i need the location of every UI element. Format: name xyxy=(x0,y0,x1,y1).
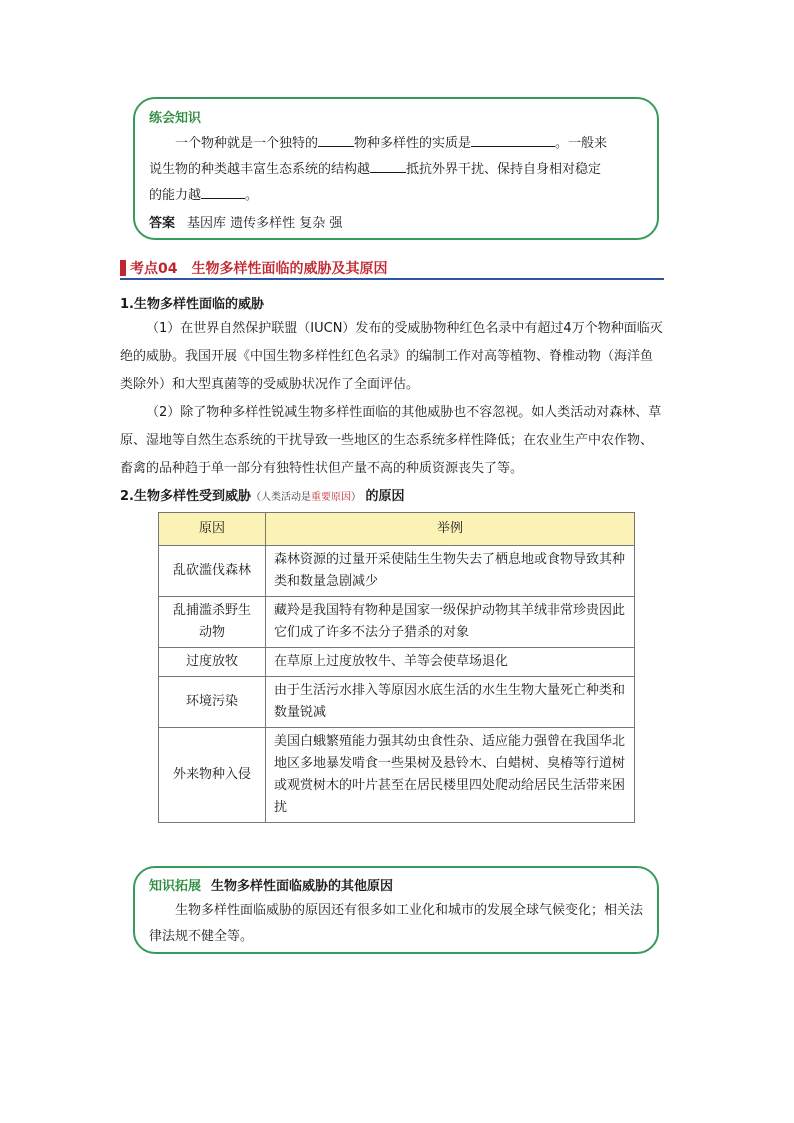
answer-blank xyxy=(201,184,245,199)
section-marker xyxy=(120,260,126,276)
example-cell: 美国白蛾繁殖能力强其幼虫食性杂、适应能力强曾在我国华北地区多地暴发啃食一些果树及悬铃木、白蜡树、臭椿等行道树或观赏树木的叶片甚至在居民楼里四处爬动给居民生活带来困扰 xyxy=(266,728,635,823)
threats-paragraph-1: （1）在世界自然保护联盟（IUCN）发布的受威胁物种红色名录中有超过4万个物种面临灭绝的威胁。我国开展《中国生物多样性红色名录》的编制工作对高等植物、脊椎动物（海洋鱼类除外）和大型真菌等的受威胁状况作了全面评估。 xyxy=(120,321,663,392)
cause-cell: 乱砍滥伐森林 xyxy=(159,546,266,597)
practice-text: 。 xyxy=(245,188,259,203)
section-title xyxy=(130,258,387,278)
extension-text: 生物多样性面临威胁的原因还有很多如工业化和城市的发展全球气候变化；相关法律法规不健全等。 xyxy=(149,903,644,944)
cause-cell: 外来物种入侵 xyxy=(159,728,266,823)
answer-blank xyxy=(318,132,354,147)
extension-subtitle: 生物多样性面临威胁的其他原因 xyxy=(211,879,394,894)
practice-title: 练会知识 xyxy=(149,111,202,126)
causes-note xyxy=(251,492,361,503)
threats-paragraph-2: （2）除了物种多样性锐减生物多样性面临的其他威胁也不容忽视。如人类活动对森林、草原、湿地等自然生态系统的干扰导致一些地区的生态系统多样性降低；在农业生产中农作物、畜禽的品种趋于单一部分有独特性状但产量不高的种质资源丧失了等。 xyxy=(120,405,662,476)
practice-text: 的能力越 xyxy=(149,188,202,203)
threats-heading: 1.生物多样性面临的威胁 xyxy=(120,297,264,312)
answer-blank xyxy=(471,132,555,147)
extension-label: 知识拓展 xyxy=(149,879,202,894)
answer-line xyxy=(149,212,342,231)
column-header-cause: 原因 xyxy=(159,513,266,546)
cause-cell: 环境污染 xyxy=(159,677,266,728)
practice-text: 抵抗外界干扰、保持自身相对稳定 xyxy=(406,162,602,177)
practice-text: 说生物的种类越丰富生态系统的结构越 xyxy=(149,162,371,177)
answer-label: 答案 xyxy=(149,216,176,231)
table-header-row xyxy=(159,513,635,546)
causes-note-text: ） xyxy=(350,492,361,503)
table-row xyxy=(159,546,635,597)
practice-text: 物种多样性的实质是 xyxy=(354,136,472,151)
practice-box xyxy=(133,97,659,240)
extension-title xyxy=(149,875,393,894)
practice-text: 一个物种就是一个独特的 xyxy=(175,136,319,151)
causes-note-emphasis: 重要原因 xyxy=(310,492,351,503)
table-row xyxy=(159,597,635,648)
section-heading xyxy=(120,258,664,280)
causes-table xyxy=(158,512,635,823)
causes-heading-text: 2.生物多样性受到威胁 xyxy=(120,489,251,504)
table-row xyxy=(159,677,635,728)
answer-blank xyxy=(370,158,406,173)
cause-cell: 过度放牧 xyxy=(159,648,266,677)
column-header-example: 举例 xyxy=(266,513,635,546)
cause-cell: 乱捕滥杀野生动物 xyxy=(159,597,266,648)
table-row xyxy=(159,648,635,677)
causes-heading xyxy=(120,485,405,504)
practice-text: 。一般来 xyxy=(555,136,608,151)
causes-note-text: （人类活动是 xyxy=(250,492,311,503)
example-cell: 在草原上过度放牧牛、羊等会使草场退化 xyxy=(266,648,635,677)
table-row xyxy=(159,728,635,823)
practice-question xyxy=(149,132,645,156)
example-cell: 由于生活污水排入等原因水底生活的水生生物大量死亡种类和数量锐减 xyxy=(266,677,635,728)
causes-heading-suffix: 的原因 xyxy=(360,489,405,504)
extension-box xyxy=(133,866,659,954)
section-title-text: 生物多样性面临的威胁及其原因 xyxy=(191,261,388,277)
practice-question-line2 xyxy=(149,158,645,182)
section-code: 考点04 xyxy=(130,261,178,277)
example-cell: 森林资源的过量开采使陆生生物失去了栖息地或食物导致其种类和数量急剧减少 xyxy=(266,546,635,597)
practice-question-line3 xyxy=(149,184,645,208)
example-cell: 藏羚是我国特有物种是国家一级保护动物其羊绒非常珍贵因此它们成了许多不法分子猎杀的对象 xyxy=(266,597,635,648)
answer-text: 基因库 遗传多样性 复杂 强 xyxy=(187,216,343,231)
